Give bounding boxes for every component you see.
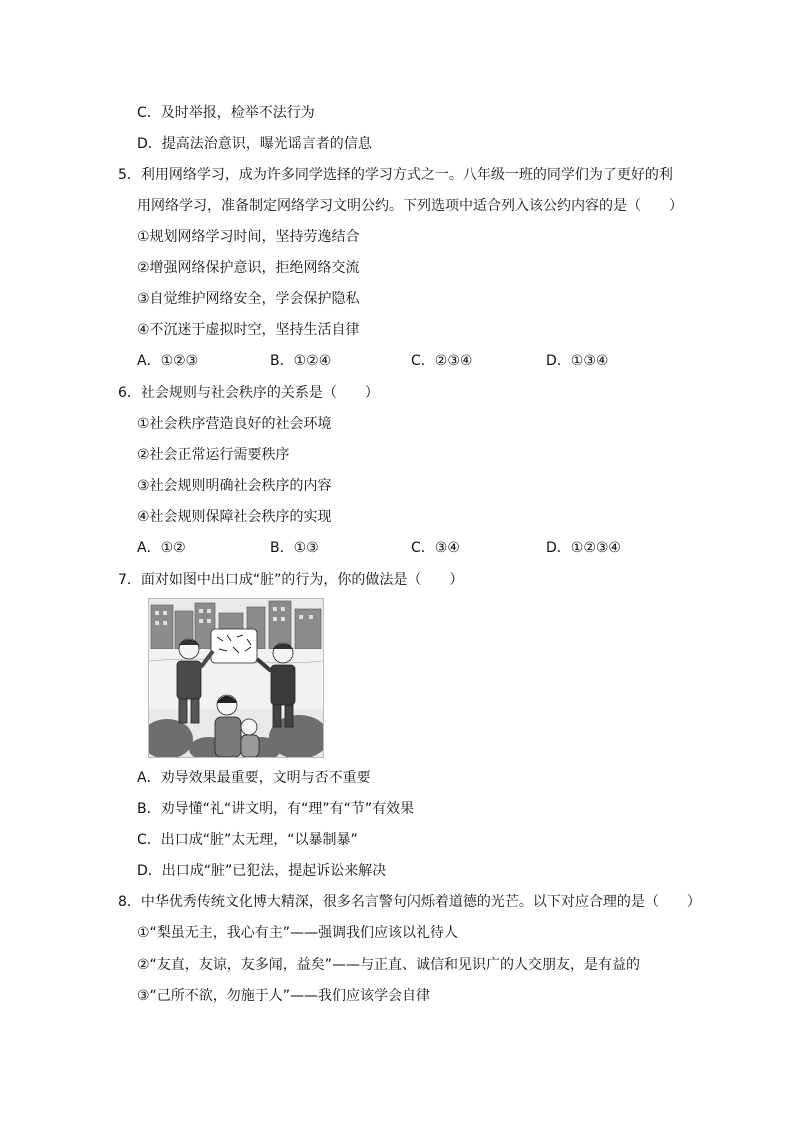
q5-item-3: ③自觉维护网络安全，学会保护隐私	[137, 291, 360, 307]
q7-option-b: B．劝导懂“礼“讲文明，有“理”有“节”有效果	[137, 801, 415, 817]
q6-item-3: ③社会规则明确社会秩序的内容	[137, 478, 332, 494]
q6-item-2: ②社会正常运行需要秩序	[137, 447, 290, 463]
q7-option-a: A．劝导效果最重要，文明与否不重要	[137, 770, 371, 786]
q8-item-2: ②“友直，友谅，友多闻，益矣”——与正直、诚信和见识广的人交朋友，是有益的	[137, 957, 641, 973]
q5-item-4: ④不沉迷于虚拟时空，坚持生活自律	[137, 322, 360, 338]
q8-stem: 8．中华优秀传统文化博大精深，很多名言警句闪烁着道德的光芒。以下对应合理的是（ ）	[118, 894, 701, 910]
q7-option-d: D．出口成“脏”已犯法，提起诉讼来解决	[137, 863, 387, 879]
q4-option-c: C．及时举报，检举不法行为	[137, 105, 315, 121]
q6-option-b: B．①③	[270, 540, 319, 556]
q5-stem-line2: 用网络学习，准备制定网络学习文明公约。下列选项中适合列入该公约内容的是（ ）	[137, 198, 683, 214]
q6-option-c: C．③④	[411, 540, 460, 556]
q5-option-c: C．②③④	[411, 353, 473, 369]
q8-item-1: ①“梨虽无主，我心有主”——强调我们应该以礼待人	[137, 925, 459, 941]
q5-stem-line1: 5．利用网络学习，成为许多同学选择的学习方式之一。八年级一班的同学们为了更好的利	[118, 167, 673, 183]
q7-option-c: C．出口成“脏”太无理，“以暴制暴”	[137, 832, 358, 848]
q6-option-d: D．①②③④	[546, 540, 621, 556]
q5-item-1: ①规划网络学习时间，坚持劳逸结合	[137, 229, 360, 245]
q5-option-d: D．①③④	[546, 353, 609, 369]
q6-item-4: ④社会规则保障社会秩序的实现	[137, 509, 332, 525]
q6-option-a: A．①②	[137, 540, 186, 556]
q5-option-a: A．①②③	[137, 353, 199, 369]
q7-stem: 7．面对如图中出口成“脏”的行为，你的做法是（ ）	[118, 572, 464, 588]
q5-option-b: B．①②④	[270, 353, 332, 369]
q5-item-2: ②增强网络保护意识，拒绝网络交流	[137, 260, 360, 276]
q6-item-1: ①社会秩序营造良好的社会环境	[137, 416, 332, 432]
q6-stem: 6．社会规则与社会秩序的关系是（ ）	[118, 385, 379, 401]
q4-option-d: D．提高法治意识，曝光谣言者的信息	[137, 136, 372, 152]
q7-illustration	[148, 598, 324, 758]
q8-item-3: ③“己所不欲，勿施于人”——我们应该学会自律	[137, 988, 431, 1004]
